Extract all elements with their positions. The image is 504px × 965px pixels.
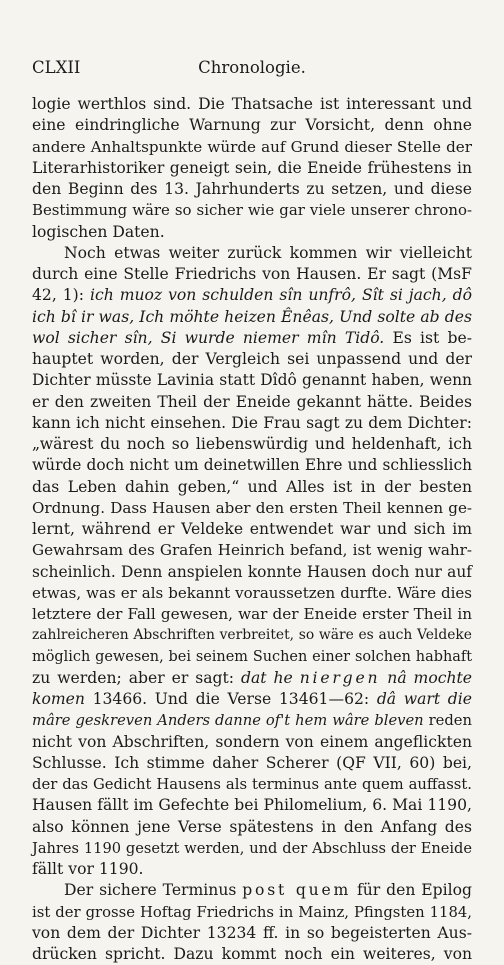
text-segment: zu werden; aber er sagt: — [32, 668, 241, 687]
text-segment: den Beginn des 13. Jahrhunderts zu setzen, und diese — [32, 180, 472, 198]
italic-text: dat he — [240, 668, 300, 687]
text-segment: das Leben dahin geben,“ und Alles ist in der besten — [32, 477, 472, 496]
text-line — [32, 455, 472, 476]
italic-text: nâ mochte — [380, 668, 473, 687]
text-line — [32, 944, 472, 965]
spaced-text: post quem — [242, 881, 352, 900]
text-segment: letztere der Fall gewesen, war der Eneide erster Theil in — [32, 605, 472, 623]
text-segment: scheinlich. Denn anspielen konnte Hausen doch nur auf — [32, 562, 472, 581]
italic-text: ich muoz von schulden sîn unfrô, Sît si jach, dô — [89, 286, 472, 305]
text-segment: Hausen fällt im Gefechte bei Philomelium, 6. Mai 1190, — [32, 796, 472, 815]
text-line — [32, 179, 472, 200]
text-line — [32, 243, 472, 264]
text-line — [32, 753, 472, 774]
text-line — [32, 158, 472, 179]
italic-text: ich bî ir was, Ich möhte heizen Ênêas, Und solte ab des — [32, 307, 472, 326]
text-line — [32, 732, 472, 753]
running-title: Chronologie. — [198, 58, 306, 77]
text-line — [32, 413, 472, 434]
text-line — [32, 859, 472, 880]
text-segment: kann ich nicht einsehen. Die Frau sagt zu dem Dichter: — [32, 413, 472, 432]
text-line — [32, 795, 472, 816]
text-segment: ist der grosse Hoftag Friedrichs in Mainz, Pfingsten 1184, — [32, 903, 472, 921]
italic-text: dâ wart die — [376, 690, 472, 708]
text-line — [32, 880, 472, 901]
text-segment: würde doch nicht um deinetwillen Ehre und schliesslich — [32, 456, 472, 475]
text-line — [32, 519, 472, 540]
italic-text: komen — [32, 690, 85, 708]
text-line — [32, 349, 472, 370]
text-line — [32, 710, 472, 731]
text-segment: logie werthlos sind. Die Thatsache ist interessant und — [32, 95, 472, 113]
text-line — [32, 137, 472, 158]
text-segment: Bestimmung wäre so sicher wie gar viele unserer chrono- — [32, 201, 472, 220]
text-line — [32, 200, 472, 221]
body-text — [32, 94, 472, 965]
text-segment: möglich gewesen, bei seinem Suchen einer solchen habhaft — [32, 648, 472, 665]
text-line — [32, 370, 472, 391]
text-segment: Schlusse. Ich stimme daher Scherer (QF VII, 60) bei, — [32, 753, 472, 772]
text-line — [32, 902, 472, 923]
text-segment: Es ist be- — [384, 328, 472, 347]
text-segment: Jahres 1190 gesetzt werden, und der Abschluss der Eneide — [32, 839, 472, 857]
text-segment: lernt, während er Veldeke entwendet war und sich im — [32, 520, 472, 538]
text-segment: 42, 1): — [32, 286, 90, 305]
text-line — [32, 264, 472, 285]
text-segment: etwas, was er als bekannt voraussetzen durfte. Wäre dies — [32, 583, 472, 602]
text-line — [32, 647, 472, 668]
text-line — [32, 222, 472, 243]
text-line — [32, 94, 472, 115]
text-segment: Literarhistoriker geneigt sein, die Eneide frühestens in — [32, 158, 472, 177]
text-line — [32, 604, 472, 625]
text-line — [32, 817, 472, 838]
text-segment: der das Gedicht Hausens als terminus ante quem auffasst. — [32, 776, 472, 793]
italic-text: wol sicher sîn, Si wurde niemer mîn Tidô. — [32, 328, 385, 347]
text-line — [32, 285, 472, 306]
text-line — [32, 434, 472, 455]
text-line — [32, 498, 472, 519]
text-line — [32, 923, 472, 944]
text-segment: Der sichere Terminus — [64, 881, 243, 900]
italic-text: mâre geskreven Anders danne of't hem wâre bleven — [32, 712, 424, 730]
text-segment: logischen Daten. — [32, 222, 165, 241]
italic-text: niergen — [299, 668, 381, 687]
text-line — [32, 115, 472, 136]
text-line — [32, 562, 472, 583]
text-line — [32, 668, 472, 689]
text-segment: Noch etwas weiter zurück kommen wir vielleicht — [64, 243, 472, 262]
text-line — [32, 477, 472, 498]
text-line — [32, 307, 472, 328]
text-line — [32, 583, 472, 604]
text-segment: er den zweiten Theil der Eneide gekannt hätte. Beides — [32, 392, 472, 411]
text-segment: nicht von Abschriften, sondern von einem angeflickten — [32, 732, 472, 751]
text-line — [32, 774, 472, 795]
page-header — [32, 58, 472, 82]
text-segment: 13466. Und die Verse 13461—62: — [84, 690, 377, 708]
text-segment: drücken spricht. Dazu kommt noch ein weiteres, von — [32, 945, 472, 963]
text-segment: andere Anhaltspunkte würde auf Grund dieser Stelle der — [32, 137, 472, 156]
text-segment: fällt vor 1190. — [32, 860, 144, 878]
text-segment: für den Epilog — [351, 881, 472, 900]
text-segment: also können jene Verse spätestens in den Anfang des — [32, 817, 472, 836]
text-segment: von dem der Dichter 13234 ff. in so begeisterten Aus- — [32, 923, 472, 942]
text-line — [32, 625, 472, 646]
text-segment: durch eine Stelle Friedrichs von Hausen. Er sagt (MsF — [32, 265, 472, 283]
text-segment: eine eindringliche Warnung zur Vorsicht, denn ohne — [32, 116, 472, 135]
text-segment: Dichter müsste Lavinia statt Dîdô genannt haben, wenn — [32, 371, 472, 390]
text-segment: reden — [423, 712, 472, 730]
text-segment: zahlreicheren Abschriften verbreitet, so wäre es auch Veldeke — [32, 627, 472, 644]
text-segment: hauptet worden, der Vergleich sei unpassend und der — [32, 350, 472, 368]
text-line — [32, 328, 472, 349]
text-line — [32, 689, 472, 710]
text-line — [32, 392, 472, 413]
text-segment: Gewahrsam des Grafen Heinrich befand, ist wenig wahr- — [32, 541, 472, 560]
text-line — [32, 838, 472, 859]
text-segment: Ordnung. Dass Hausen aber den ersten Theil kennen ge- — [32, 498, 472, 517]
text-segment: „wärest du noch so liebenswürdig und heldenhaft, ich — [32, 435, 472, 453]
page-number: CLXII — [32, 58, 81, 77]
text-line — [32, 540, 472, 561]
